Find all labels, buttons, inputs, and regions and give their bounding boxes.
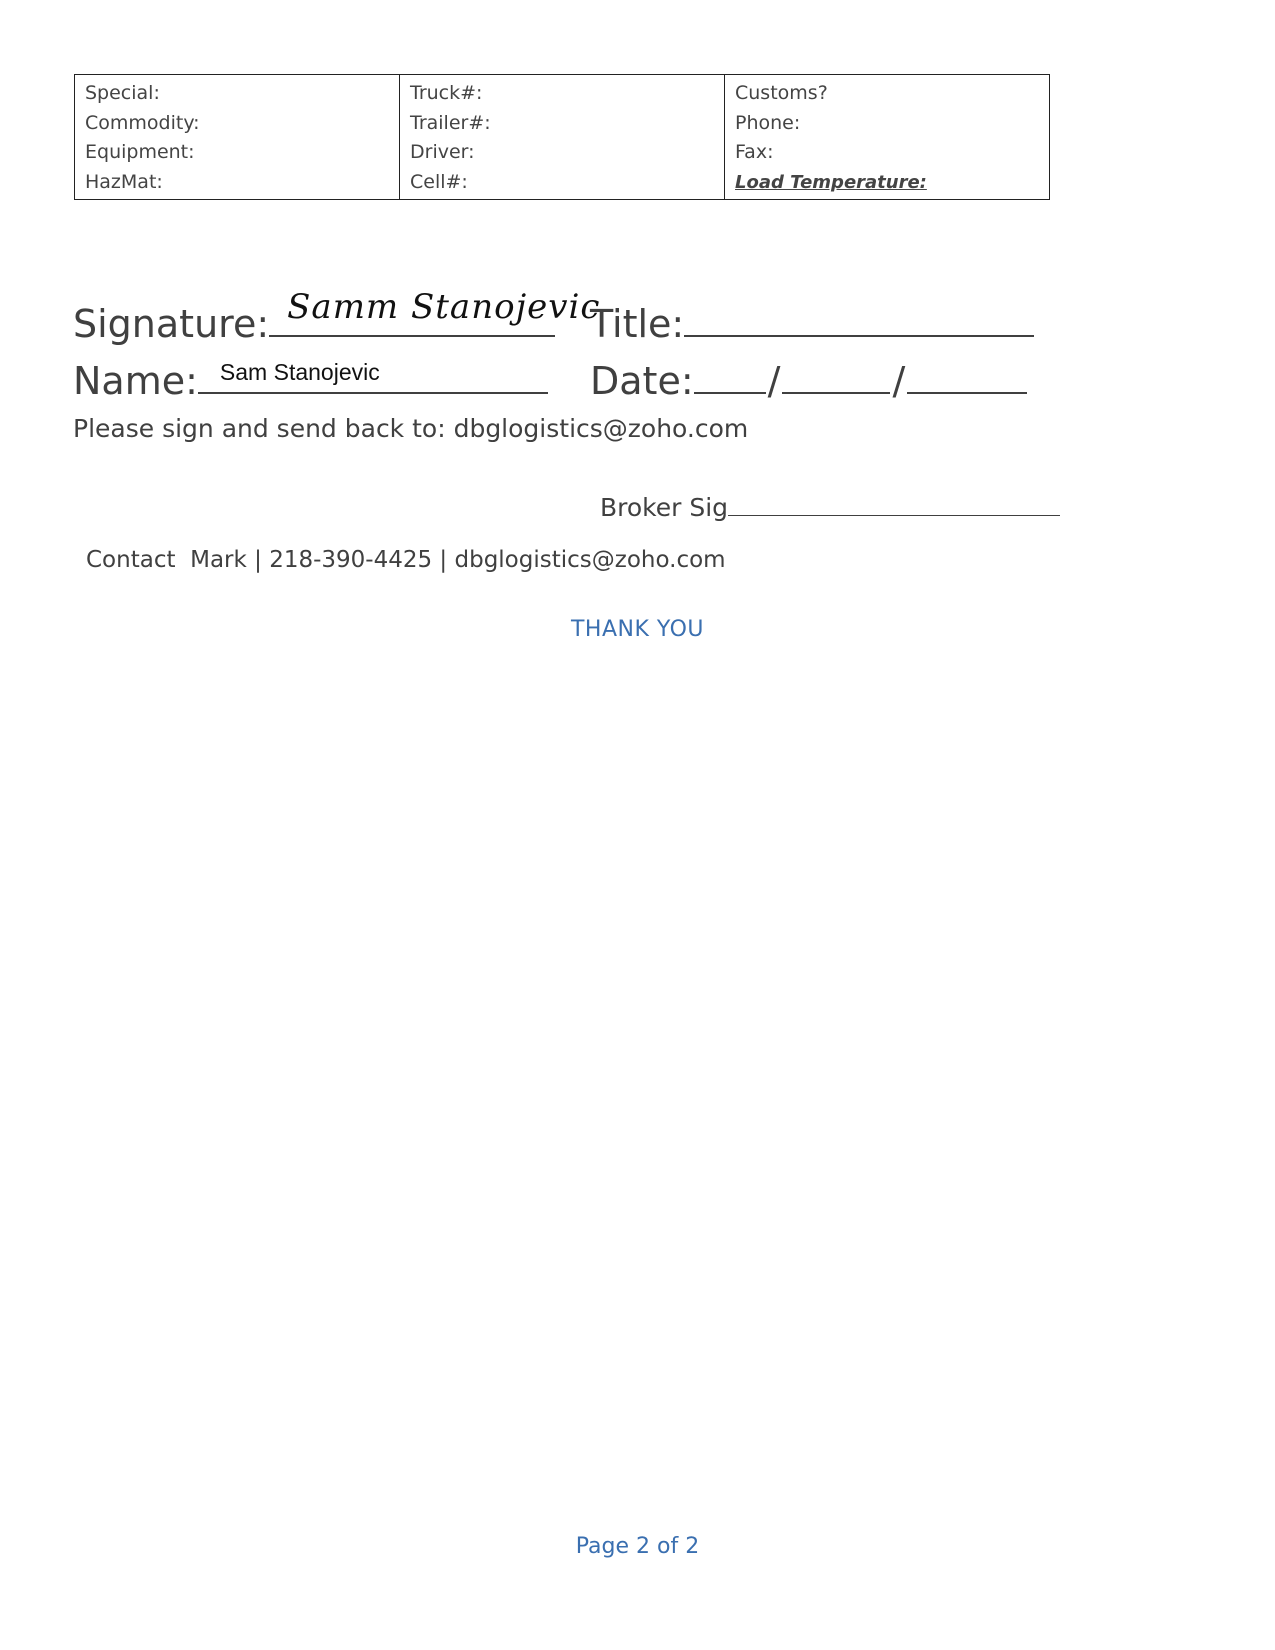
date-separator: /	[767, 359, 781, 403]
table-row	[75, 75, 1050, 200]
date-label: Date:	[590, 359, 694, 403]
title-field[interactable]	[684, 299, 1034, 337]
broker-sig-field[interactable]	[728, 491, 1060, 516]
table-cell-col1	[75, 75, 400, 200]
broker-sig-row	[600, 491, 1060, 524]
page-number: Page 2 of 2	[575, 1534, 700, 1559]
instructions: Please sign and send back to: dbglogistics@zoho.com	[73, 414, 749, 443]
truck-number-label: Truck#:	[410, 82, 483, 104]
fax-label: Fax:	[735, 141, 774, 163]
commodity-label: Commodity:	[85, 111, 200, 134]
load-info-table	[74, 74, 1050, 200]
contact-line: Contact Mark | 218-390-4425 | dbglogistics@zoho.com	[86, 547, 726, 573]
special-label: Special:	[85, 82, 160, 104]
equipment-label: Equipment:	[85, 141, 195, 163]
load-temperature-label: Load Temperature:	[735, 171, 927, 193]
date-month-field[interactable]	[694, 356, 766, 394]
name-label: Name:	[73, 359, 198, 403]
date-day-field[interactable]	[782, 356, 890, 394]
table-cell-col2	[400, 75, 725, 200]
broker-sig-label: Broker Sig	[600, 493, 729, 522]
name-value: Sam Stanojevic	[219, 359, 380, 385]
signature-value: Samm Stanojevic	[287, 287, 601, 327]
signature-field[interactable]	[269, 287, 601, 337]
title-row	[590, 299, 1034, 346]
signature-row	[73, 287, 601, 346]
name-row	[73, 356, 548, 403]
table-cell-col3	[725, 75, 1050, 200]
date-separator: /	[892, 359, 906, 403]
phone-label: Phone:	[735, 111, 801, 134]
date-row	[590, 356, 1027, 403]
title-label: Title:	[590, 302, 685, 346]
customs-label: Customs?	[735, 82, 828, 104]
signature-label: Signature:	[73, 302, 270, 346]
driver-label: Driver:	[410, 141, 475, 163]
trailer-number-label: Trailer#:	[410, 111, 491, 134]
hazmat-label: HazMat:	[85, 170, 163, 193]
thank-you-text: THANK YOU	[570, 617, 705, 642]
date-year-field[interactable]	[907, 356, 1027, 394]
cell-number-label: Cell#:	[410, 170, 468, 193]
name-field[interactable]	[198, 356, 548, 394]
